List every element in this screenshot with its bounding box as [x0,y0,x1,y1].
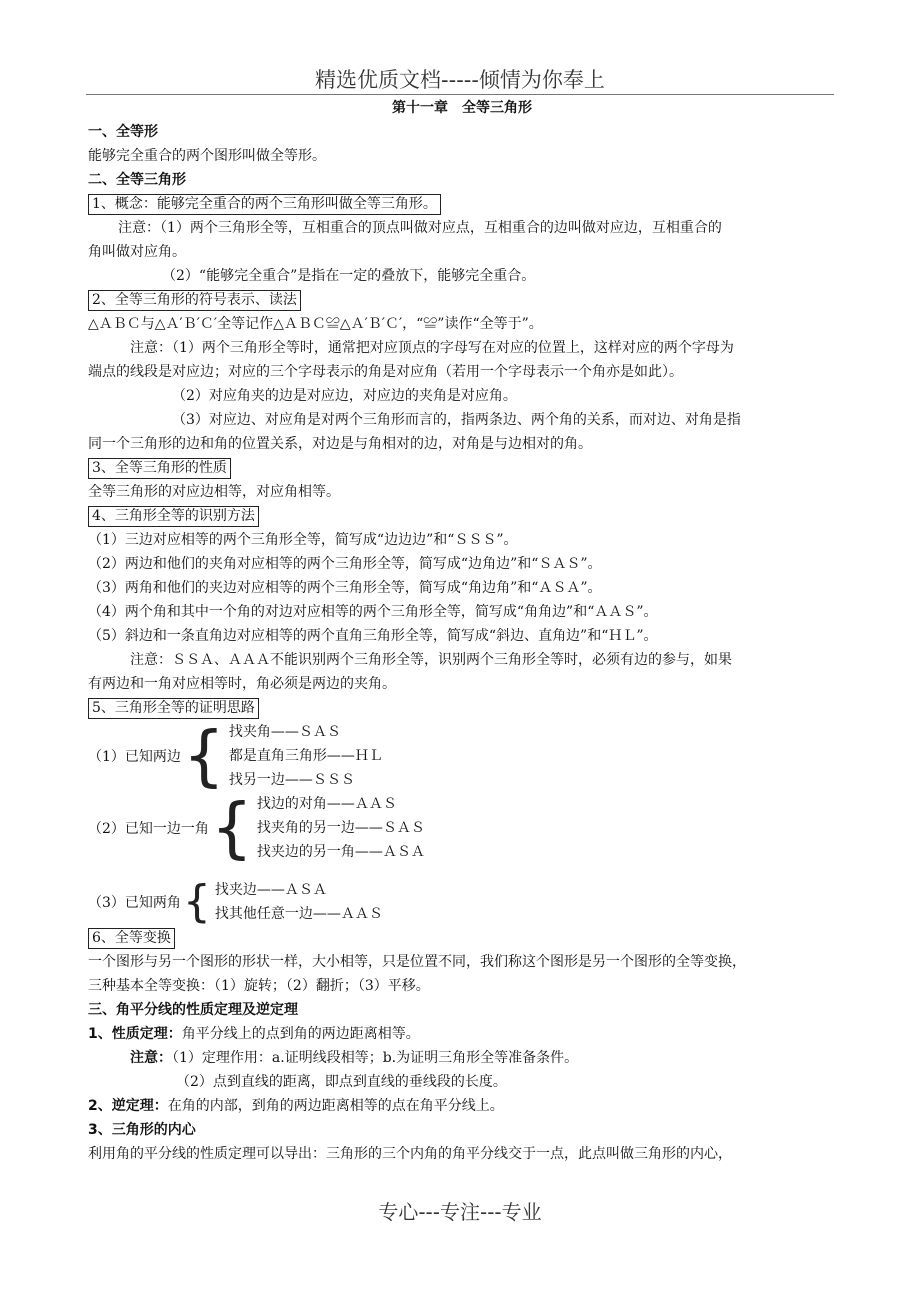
header-divider [86,94,834,95]
note-line: （2）“能够完全重合”是指在一定的叠放下，能够完全重合。 [162,268,536,284]
proof-group-label: （1）已知两边 [88,749,181,765]
note-label: 注意： [130,1050,172,1066]
proof-option: 找夹边的另一角——ＡＳＡ [256,844,425,860]
converse-theorem-text: 在角的内部，到角的两边距离相等的点在角平分线上。 [167,1098,504,1114]
note-line: （2）点到直线的距离，即点到直线的垂线段的长度。 [176,1074,507,1090]
proof-group-side-angle [88,789,836,866]
theorem-text: 角平分线上的点到角的两边距离相等。 [181,1026,420,1042]
note-line: （1）定理作用：a.证明线段相等；b.为证明三角形全等准备条件。 [172,1050,579,1066]
left-brace-icon: { [182,717,225,794]
document-body [88,96,836,1166]
boxed-heading-concept: 1、概念：能够完全重合的两个三角形叫做全等三角形。 [88,194,441,215]
proof-group-two-angles [88,878,836,926]
note-line: 注意：ＳＳＡ、ＡＡＡ不能识别两个三角形全等，识别两个三角形全等时，必须有边的参与，如果 [130,652,732,668]
note-line: 同一个三角形的边和角的位置关系，对边是与角相对的边，对角是与边相对的角。 [88,436,592,452]
criteria-item: （4）两个角和其中一个角的对边对应相等的两个三角形全等，简写成“角角边”和“ＡＡＳ”。 [88,604,658,620]
note-line: （2）对应角夹的边是对应边，对应边的夹角是对应角。 [172,388,517,404]
boxed-heading-criteria: 4、三角形全等的识别方法 [88,506,259,527]
notation-line: △ＡＢＣ与△Ａ′Ｂ′Ｃ′全等记作△ＡＢＣ≌△Ａ′Ｂ′Ｃ′，“≌”读作“全等于”。 [88,316,543,332]
criteria-item: （1）三边对应相等的两个三角形全等，简写成“边边边”和“ＳＳＳ”。 [88,532,518,548]
chapter-title: 第十一章 全等三角形 [392,100,532,116]
boxed-heading-properties: 3、全等三角形的性质 [88,458,231,479]
boxed-heading-notation: 2、全等三角形的符号表示、读法 [88,290,301,311]
proof-option: 都是直角三角形——ＨＬ [228,748,383,764]
section-heading-1: 一、全等形 [88,124,158,140]
proof-option: 找另一边——ＳＳＳ [228,772,355,788]
criteria-item: （3）两角和他们的夹边对应相等的两个三角形全等，简写成“角边角”和“ＡＳＡ”。 [88,580,602,596]
proof-group-label: （2）已知一边一角 [88,821,209,837]
note-line: 注意：（1）两个三角形全等时，通常把对应顶点的字母写在对应的位置上，这样对应的两个字母为 [130,340,734,356]
proof-group-two-sides [88,717,836,794]
proof-group-label: （3）已知两角 [88,895,181,911]
theorem-label: 1、性质定理： [88,1026,182,1042]
boxed-heading-proof-ideas: 5、三角形全等的证明思路 [88,698,259,719]
page-footer: 专心---专注---专业 [378,1200,542,1224]
note-line: 有两边和一角对应相等时，角必须是两边的夹角。 [88,676,396,692]
criteria-item: （5）斜边和一条直角边对应相等的两个直角三角形全等，简写成“斜边、直角边”和“ＨＬ”。 [88,628,658,644]
page-header: 精选优质文档-----倾情为你奉上 [315,68,605,92]
proof-option: 找夹边——ＡＳＡ [214,882,327,898]
left-brace-icon: { [210,789,253,866]
boxed-heading-transformations: 6、全等变换 [88,928,175,949]
definition-congruent-shapes: 能够完全重合的两个图形叫做全等形。 [88,148,326,164]
section-heading-3: 三、角平分线的性质定理及逆定理 [88,1002,298,1018]
criteria-item: （2）两边和他们的夹角对应相等的两个三角形全等，简写成“边角边”和“ＳＡＳ”。 [88,556,602,572]
incenter-heading: 3、三角形的内心 [88,1122,196,1138]
property-line: 全等三角形的对应边相等，对应角相等。 [88,484,340,500]
note-line: 注意：（1）两个三角形全等，互相重合的顶点叫做对应点，互相重合的边叫做对应边，互相重合的 [118,220,722,236]
section-heading-2: 二、全等三角形 [88,172,186,188]
proof-option: 找夹角的另一边——ＳＡＳ [256,820,425,836]
left-brace-icon: { [182,876,211,927]
proof-option: 找边的对角——ＡＡＳ [256,796,397,812]
transformation-line: 三种基本全等变换：（1）旋转；（2）翻折；（3）平移。 [88,978,430,994]
converse-theorem-label: 2、逆定理： [88,1098,168,1114]
note-line: （3）对应边、对应角是对两个三角形而言的，指两条边、两个角的关系，而对边、对角是指 [172,412,741,428]
proof-option: 找其他任意一边——ＡＡＳ [214,906,383,922]
note-line: 端点的线段是对应边；对应的三个字母表示的角是对应角（若用一个字母表示一个角亦是如此）。 [88,364,683,380]
incenter-text: 利用角的平分线的性质定理可以导出：三角形的三个内角的角平分线交于一点，此点叫做三角形的内心， [88,1146,732,1162]
note-line: 角叫做对应角。 [88,244,186,260]
transformation-line: 一个图形与另一个图形的形状一样，大小相等，只是位置不同，我们称这个图形是另一个图形的全等变换， [88,954,746,970]
proof-option: 找夹角——ＳＡＳ [228,724,341,740]
